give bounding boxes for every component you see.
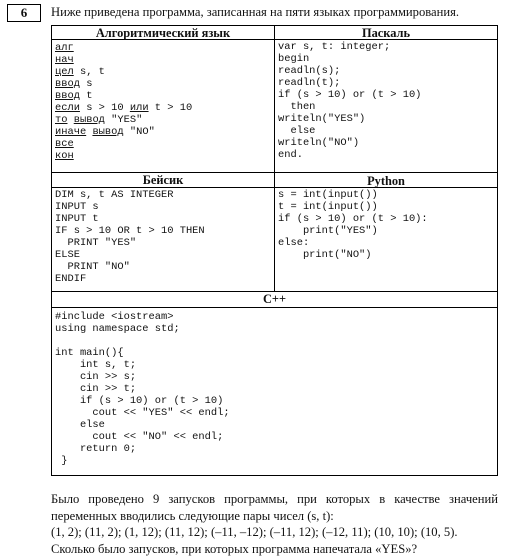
- algo-line-1: алг: [55, 42, 74, 54]
- algo-keyword: ввод: [55, 78, 80, 90]
- python-code: s = int(input()) t = int(input()) if (s > 10) or (t > 10): print("YES") else: print("NO"): [278, 189, 428, 261]
- algo-keyword: вывод: [92, 126, 123, 138]
- question-text: [51, 491, 498, 557]
- algo-text: t: [80, 90, 92, 102]
- algo-text: s > 10: [80, 102, 130, 114]
- header-cpp: C++: [52, 292, 497, 306]
- header-algo: Алгоритмический язык: [52, 26, 274, 40]
- algo-line-10: кон: [55, 150, 74, 162]
- algo-keyword: или: [130, 102, 149, 114]
- header-pascal: Паскаль: [275, 26, 497, 40]
- algo-text: s: [80, 78, 92, 90]
- header-python: Python: [275, 174, 497, 188]
- algo-text: s, t: [74, 66, 105, 78]
- algo-code: [55, 42, 192, 162]
- task-intro: Ниже приведена программа, записанная на пяти языках программирования.: [51, 4, 459, 20]
- pascal-code: var s, t: integer; begin readln(s); readln(t); if (s > 10) or (t > 10) then writeln("YES") else writeln("NO") end.: [278, 41, 421, 161]
- question-line-2: переменных вводились следующие пары чисел (s, t):: [51, 508, 498, 525]
- algo-text: "YES": [105, 114, 142, 126]
- algo-line-2: нач: [55, 54, 74, 66]
- algo-keyword: вывод: [74, 114, 105, 126]
- algo-keyword: ввод: [55, 90, 80, 102]
- task-number: 6: [7, 4, 41, 22]
- header-divider-cpp: [52, 307, 497, 308]
- algo-keyword: то: [55, 114, 67, 126]
- algo-keyword: если: [55, 102, 80, 114]
- algo-line-9: все: [55, 138, 74, 150]
- question-pairs: (1, 2); (11, 2); (1, 12); (11, 12); (–11, –12); (–11, 12); (–12, 11); (10, 10); (10, 5).: [51, 524, 498, 541]
- basic-code: DIM s, t AS INTEGER INPUT s INPUT t IF s > 10 OR t > 10 THEN PRINT "YES" ELSE PRINT "NO" ENDIF: [55, 189, 205, 285]
- column-divider: [274, 26, 275, 291]
- algo-text: "NO": [124, 126, 155, 138]
- header-basic: Бейсик: [52, 173, 274, 187]
- code-table: [51, 25, 498, 476]
- question-line-4: Сколько было запусков, при которых программа напечатала «YES»?: [51, 541, 498, 557]
- algo-keyword: иначе: [55, 126, 86, 138]
- cpp-code: #include <iostream> using namespace std; int main(){ int s, t; cin >> s; cin >> t; if (s > 10) or (t > 10) cout << "YES" << endl; else cout << "NO" << endl; return 0; }: [55, 311, 230, 467]
- question-line-1: Было проведено 9 запусков программы, при которых в качестве значений: [51, 491, 498, 508]
- algo-keyword: цел: [55, 66, 74, 78]
- algo-text: t > 10: [149, 102, 193, 114]
